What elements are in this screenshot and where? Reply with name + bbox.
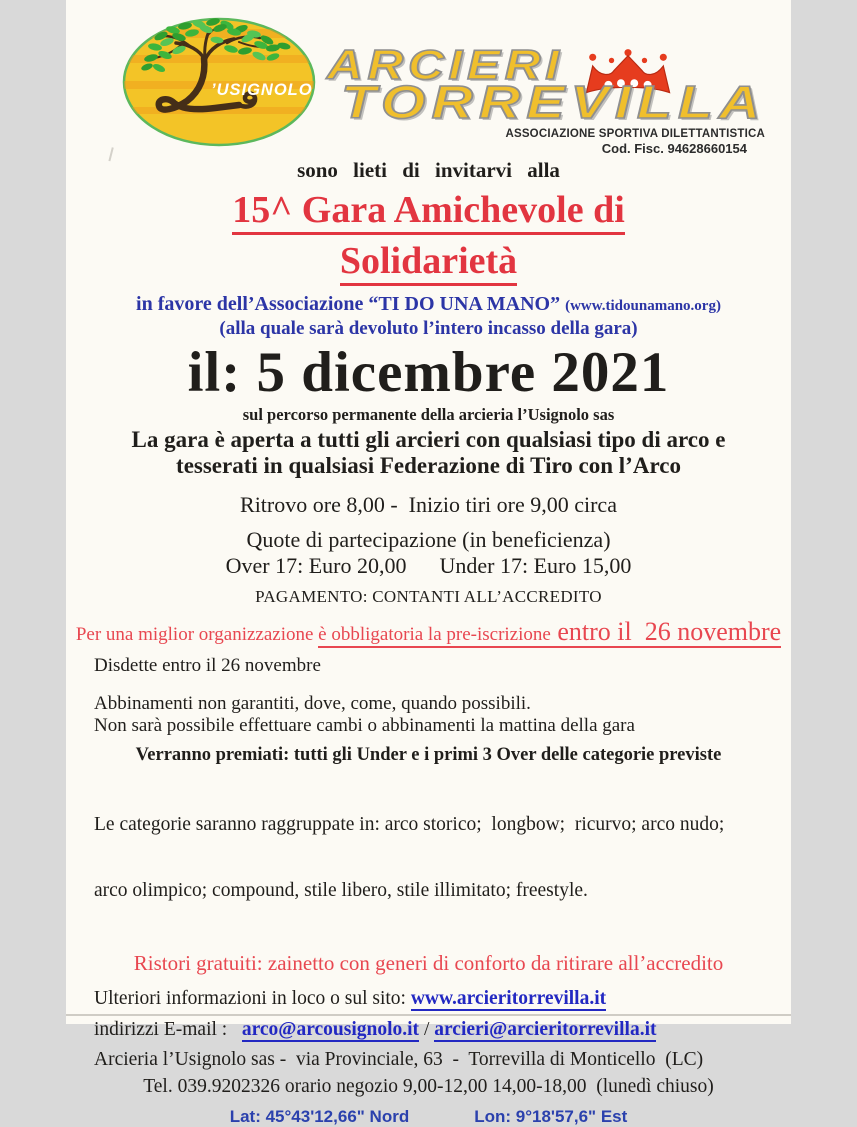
usignolo-logo-text: ’USIGNOLO xyxy=(211,81,313,99)
pairing-notes xyxy=(66,693,791,737)
email-separator: / xyxy=(419,1019,435,1041)
longitude-value: Lon: 9°18'57,6" Est xyxy=(474,1107,628,1127)
torrevilla-wordmark-line1: ARCIERI xyxy=(327,41,564,88)
torrevilla-logo xyxy=(327,41,775,156)
refreshments-line: Ristori gratuiti: zainetto con generi di conforto da ritirare all’accredito xyxy=(133,951,724,976)
fees-title: Quote di partecipazione (in beneficienza) xyxy=(246,526,611,552)
torrevilla-cod-fisc: Cod. Fisc. 94628660154 xyxy=(601,141,747,156)
preregistration-line xyxy=(66,617,791,647)
event-date: il: 5 dicembre 2021 xyxy=(187,340,670,404)
website-link[interactable]: www.arcieritorrevilla.it xyxy=(410,988,607,1010)
prereg-text: Per una miglior organizzazione xyxy=(75,623,319,645)
beneficiary-text: in favore dell’Associazione “TI DO UNA MANO” xyxy=(136,292,566,315)
fees-values: Over 17: Euro 20,00 Under 17: Euro 15,00 xyxy=(225,552,632,578)
event-title-line2: Solidarietà xyxy=(340,240,517,286)
invite-intro: sono lieti di invitarvi alla xyxy=(297,158,560,182)
prereg-deadline: entro il 26 novembre xyxy=(550,616,782,646)
info-line xyxy=(66,988,791,1010)
awards-line: Verranno premiati: tutti gli Under e i primi 3 Over delle categorie previste xyxy=(135,744,722,765)
cancellation-line: Disdette entro il 26 novembre xyxy=(94,654,321,676)
beneficiary-note: (alla quale sarà devoluto l’intero incasso della gara) xyxy=(219,317,638,339)
open-to-all xyxy=(66,427,791,479)
torrevilla-wordmark-line2: TORREVILLA xyxy=(341,76,767,128)
prereg-mandatory: è obbligatoria la pre-iscrizione xyxy=(318,624,551,648)
address-line: Arcieria l’Usignolo sas - via Provinciale, 63 - Torrevilla di Monticello (LC) xyxy=(94,1049,704,1071)
event-location: sul percorso permanente della arcieria l’Usignolo sas xyxy=(242,404,615,424)
email-line xyxy=(66,1019,791,1041)
beneficiary-site: (www.tidounamano.org) xyxy=(565,297,721,314)
email-link-usignolo[interactable]: arco@arcousignolo.it xyxy=(241,1019,420,1041)
open-line2: tesserati in qualsiasi Federazione di Tiro con l’Arco xyxy=(176,452,681,478)
pairing-line1: Abbinamenti non garantiti, dove, come, quando possibili. xyxy=(94,692,531,714)
phone-line: Tel. 039.9202326 orario negozio 9,00-12,00 14,00-18,00 (lunedì chiuso) xyxy=(143,1076,714,1098)
flyer-page xyxy=(66,0,791,1127)
latitude-value: Lat: 45°43'12,66" Nord xyxy=(229,1107,410,1127)
payment-line: PAGAMENTO: CONTANTI ALL’ACCREDITO xyxy=(255,586,602,606)
pairing-line2: Non sarà possibile effettuare cambi o abbinamenti la mattina della gara xyxy=(94,714,635,736)
email-link-torrevilla[interactable]: arcieri@arcieritorrevilla.it xyxy=(434,1019,657,1041)
open-line1: La gara è aperta a tutti gli arcieri con qualsiasi tipo di arco e xyxy=(131,426,726,452)
event-title-line1: 15^ Gara Amichevole di xyxy=(232,189,625,235)
categories-block xyxy=(66,771,791,946)
coordinates-line xyxy=(66,1107,791,1127)
header xyxy=(66,0,791,156)
scan-edge-line xyxy=(66,1014,791,1016)
beneficiary-line xyxy=(66,293,791,316)
torrevilla-subtitle: ASSOCIAZIONE SPORTIVA DILETTANTISTICA xyxy=(505,128,765,140)
info-text: Ulteriori informazioni in loco o sul sito: xyxy=(94,988,411,1010)
schedule-line: Ritrovo ore 8,00 - Inizio tiri ore 9,00 circa xyxy=(240,491,617,517)
email-label: indirizzi E-mail : xyxy=(94,1019,242,1041)
categories-line1: Le categorie saranno raggruppate in: arco storico; longbow; ricurvo; arco nudo; xyxy=(94,814,725,836)
event-title xyxy=(66,185,791,287)
usignolo-logo xyxy=(121,16,317,148)
categories-line2: arco olimpico; compound, stile libero, stile illimitato; freestyle. xyxy=(94,879,588,901)
